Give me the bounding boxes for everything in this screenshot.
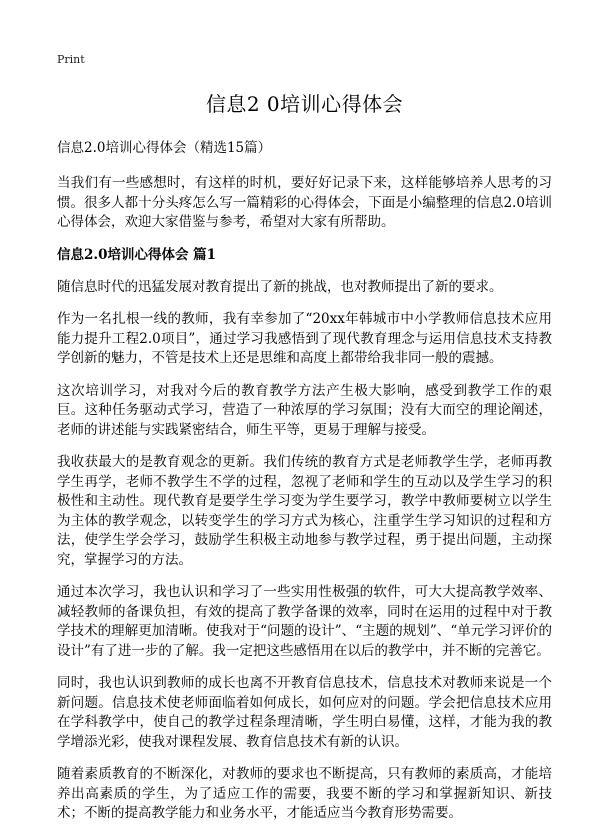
section-paragraph-2: 作为一名扎根一线的教师，我有幸参加了“20xx年韩城市中小学教师信息技术应用能力提升工程2.0项目”，通过学习我感悟到了现代教育理念与运用信息技术支持教学创新的魅力，不管是技术上还是思维和高度上都带给我非同一般的震撼。 <box>57 311 552 366</box>
section-paragraph-5: 通过本次学习，我也认识和学习了一些实用性极强的软件，可大大提高教学效率、减轻教师的备课负担，有效的提高了教学备课的效率，同时在运用的过程中对于教学技术的理解更加清晰。使我对于“问题的设计”、“主题的规划”、“单元学习评价的设计”有了进一步的了解。我一定把这些感悟用在以后的教学中，并不断的完善它。 <box>57 584 552 659</box>
section-paragraph-4: 我收获最大的是教育观念的更新。我们传统的教育方式是老师教学生学，老师再教学生再学，老师不教学生不学的过程，忽视了老师和学生的互动以及学生学习的积极性和主动性。现代教育是要学生学习变为学生要学习，教学中教师要树立以学生为主体的教学观念，以转变学生的学习方式为核心，注重学生学习知识的过程和方法，使学生学会学习，鼓励学生积极主动地参与教学过程，勇于提出问题，主动探究，掌握学习的方法。 <box>57 454 552 568</box>
section-paragraph-7: 随着素质教育的不断深化，对教师的要求也不断提高，只有教师的素质高，才能培养出高素质的学生，为了适应工作的需要，我要不断的学习和掌握新知识、新技术；不断的提高教学能力和业务水平，才能适应当今教育形势需要。 <box>57 766 552 821</box>
section-paragraph-1: 随信息时代的迅猛发展对教育提出了新的挑战，也对教师提出了新的要求。 <box>57 278 503 295</box>
print-link[interactable]: Print <box>57 53 85 66</box>
intro-paragraph: 当我们有一些感想时，有这样的时机，要好好记录下来，这样能够培养人思考的习惯。很多人都十分头疼怎么写一篇精彩的心得体会，下面是小编整理的信息2.0培训心得体会，欢迎大家借鉴与参考，希望对大家有所帮助。 <box>57 175 552 230</box>
section-paragraph-6: 同时，我也认识到教师的成长也离不开教育信息技术，信息技术对教师来说是一个新问题。信息技术使老师面临着如何成长，如何应对的问题。学会把信息技术应用在学科教学中，使自己的教学过程条理清晰，学生明白易懂，这样，才能为我的教学增添光彩，使我对课程发展、教育信息技术有新的认识。 <box>57 675 552 750</box>
page-title: 信息2 0培训心得体会 <box>205 92 404 116</box>
section-paragraph-3: 这次培训学习，对我对今后的教育教学方法产生极大影响，感受到教学工作的艰巨。这种任务驱动式学习，营造了一种浓厚的学习氛围；没有大而空的理论阐述，老师的讲述能与实践紧密结合，师生平等，更易于理解与接受。 <box>57 382 552 438</box>
document-subtitle: 信息2.0培训心得体会（精选15篇） <box>57 140 272 156</box>
section-heading: 信息2.0培训心得体会 篇1 <box>57 246 217 263</box>
